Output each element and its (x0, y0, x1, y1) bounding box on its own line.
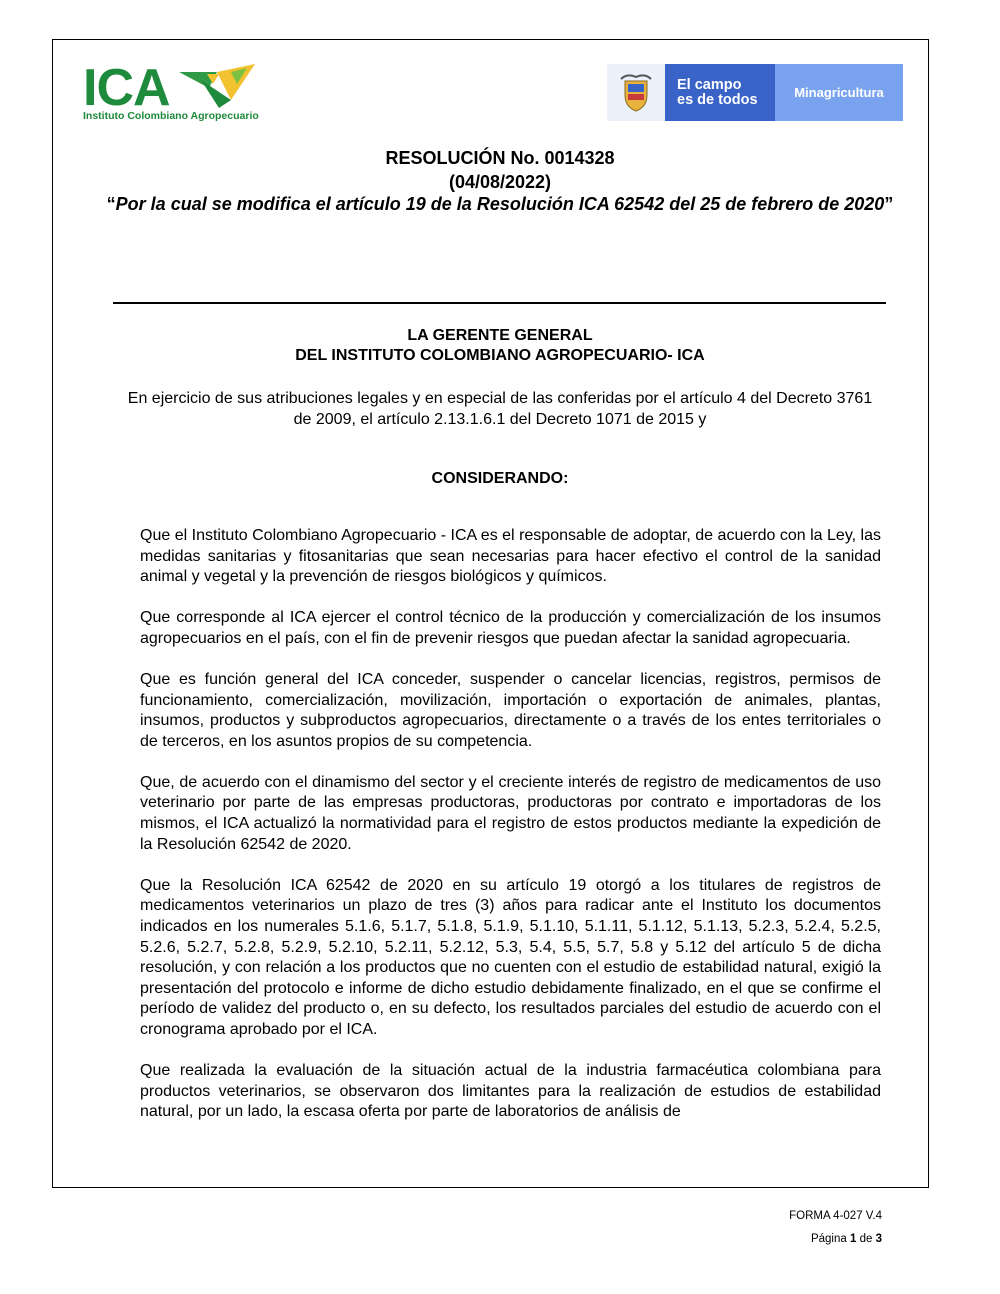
page-word: Página (810, 1233, 847, 1245)
ministry-name: Minagricultura (775, 64, 903, 121)
subject-close-quote: ” (884, 194, 894, 214)
paragraph: Que el Instituto Colombiano Agropecuario - ICA es el responsable de adoptar, de acuerdo con la Ley, las medidas sanitarias y fitosanitarias que sean necesarias para hacer efectivo el control de la sanidad animal y vegetal y la prevención de riesgos biológicos y químicos. (140, 527, 881, 586)
ica-logo-subtitle: Instituto Colombiano Agropecuario (83, 110, 259, 122)
resolution-header (60, 146, 940, 194)
page-of: de (859, 1233, 873, 1245)
paragraph: Que es función general del ICA conceder, suspender o cancelar licencias, registros, permisos de funcionamiento, comercialización, movilización, importación o exportación de animales, plantas, insumos, productos y subproductos agropecuarios, directamente o a través de los entes territoriales o de terceros, en los asuntos propios de su competencia. (140, 670, 881, 750)
paragraph: Que la Resolución ICA 62542 de 2020 en su artículo 19 otorgó a los titulares de registros de medicamentos veterinarios un plazo de tres (3) años para radicar ante el Instituto los documentos indicados en los numerales 5.1.6, 5.1.7, 5.1.8, 5.1.9, 5.1.10, 5.1.11, 5.1.12, 5.1.13, 5.2.3, 5.2.4, 5.2.5, 5.2.6, 5.2.7, 5.2.8, 5.2.9, 5.2.10, 5.2.11, 5.2.12, 5.3, 5.4, 5.5, 5.7, 5.8 y 5.12 del artículo 5 de dicha resolución, y con relación a los productos que no cuenten con el estudio de estabilidad natural, exigió la presentación del protocolo e informe de dicho estudio debidamente finalizado, en el que se confirme el período de validez del producto o, en su defecto, los resultados parciales del estudio de acuerdo con el cronograma aprobado por el ICA. (140, 876, 881, 1038)
authority-heading (60, 326, 940, 366)
resolution-date: (04/08/2022) (448, 172, 552, 192)
authority-line2: DEL INSTITUTO COLOMBIANO AGROPECUARIO- ICA (295, 347, 705, 364)
ica-logo (83, 59, 263, 128)
resolution-number: RESOLUCIÓN No. 0014328 (385, 148, 615, 168)
ica-logo-text: ICA (83, 59, 170, 117)
form-code: FORMA 4-027 V.4 (789, 1210, 882, 1222)
subject-open-quote: “ (106, 194, 116, 214)
subject-text: Por la cual se modifica el artículo 19 de la Resolución ICA 62542 del 25 de febrero de 2020 (115, 194, 885, 214)
paragraph: Que, de acuerdo con el dinamismo del sector y el creciente interés de registro de medicamentos de uso veterinario por parte de las empresas productoras, productoras por contrato e importadoras de los mismos, el ICA actualizó la normatividad para el registro de estos productos mediante la expedición de la Resolución 62542 de 2020. (140, 773, 881, 853)
page-total: 3 (875, 1233, 882, 1245)
title-divider (113, 302, 886, 304)
page-number (811, 1233, 882, 1245)
gov-logo-line1: El campo (677, 76, 742, 93)
government-logo (607, 64, 903, 121)
gov-logo-line2: es de todos (677, 91, 758, 108)
page-current: 1 (849, 1233, 857, 1245)
considerations-body (140, 526, 881, 1143)
coat-of-arms-icon (607, 64, 665, 121)
paragraph: Que corresponde al ICA ejercer el control técnico de la producción y comercialización de los insumos agropecuarios en el país, con el fin de prevenir riesgos que puedan afectar la sanidad agropecuaria. (140, 609, 881, 647)
ica-logo-mark-icon (179, 62, 255, 108)
considerando-heading: CONSIDERANDO: (431, 470, 569, 487)
authority-line1: LA GERENTE GENERAL (407, 327, 593, 344)
el-campo-es-de-todos (665, 64, 775, 121)
exercise-paragraph: En ejercicio de sus atribuciones legales y en especial de las conferidas por el artículo 4 del Decreto 3761 de 2009, el artículo 2.13.1.6.1 del Decreto 1071 de 2015 y (127, 390, 873, 428)
resolution-subject (90, 192, 910, 217)
paragraph: Que realizada la evaluación de la situación actual de la industria farmacéutica colombiana para productos veterinarios, se observaron dos limitantes para la realización de estudios de estabilidad natural, por un lado, la escasa oferta por parte de laboratorios de análisis de (140, 1061, 881, 1121)
